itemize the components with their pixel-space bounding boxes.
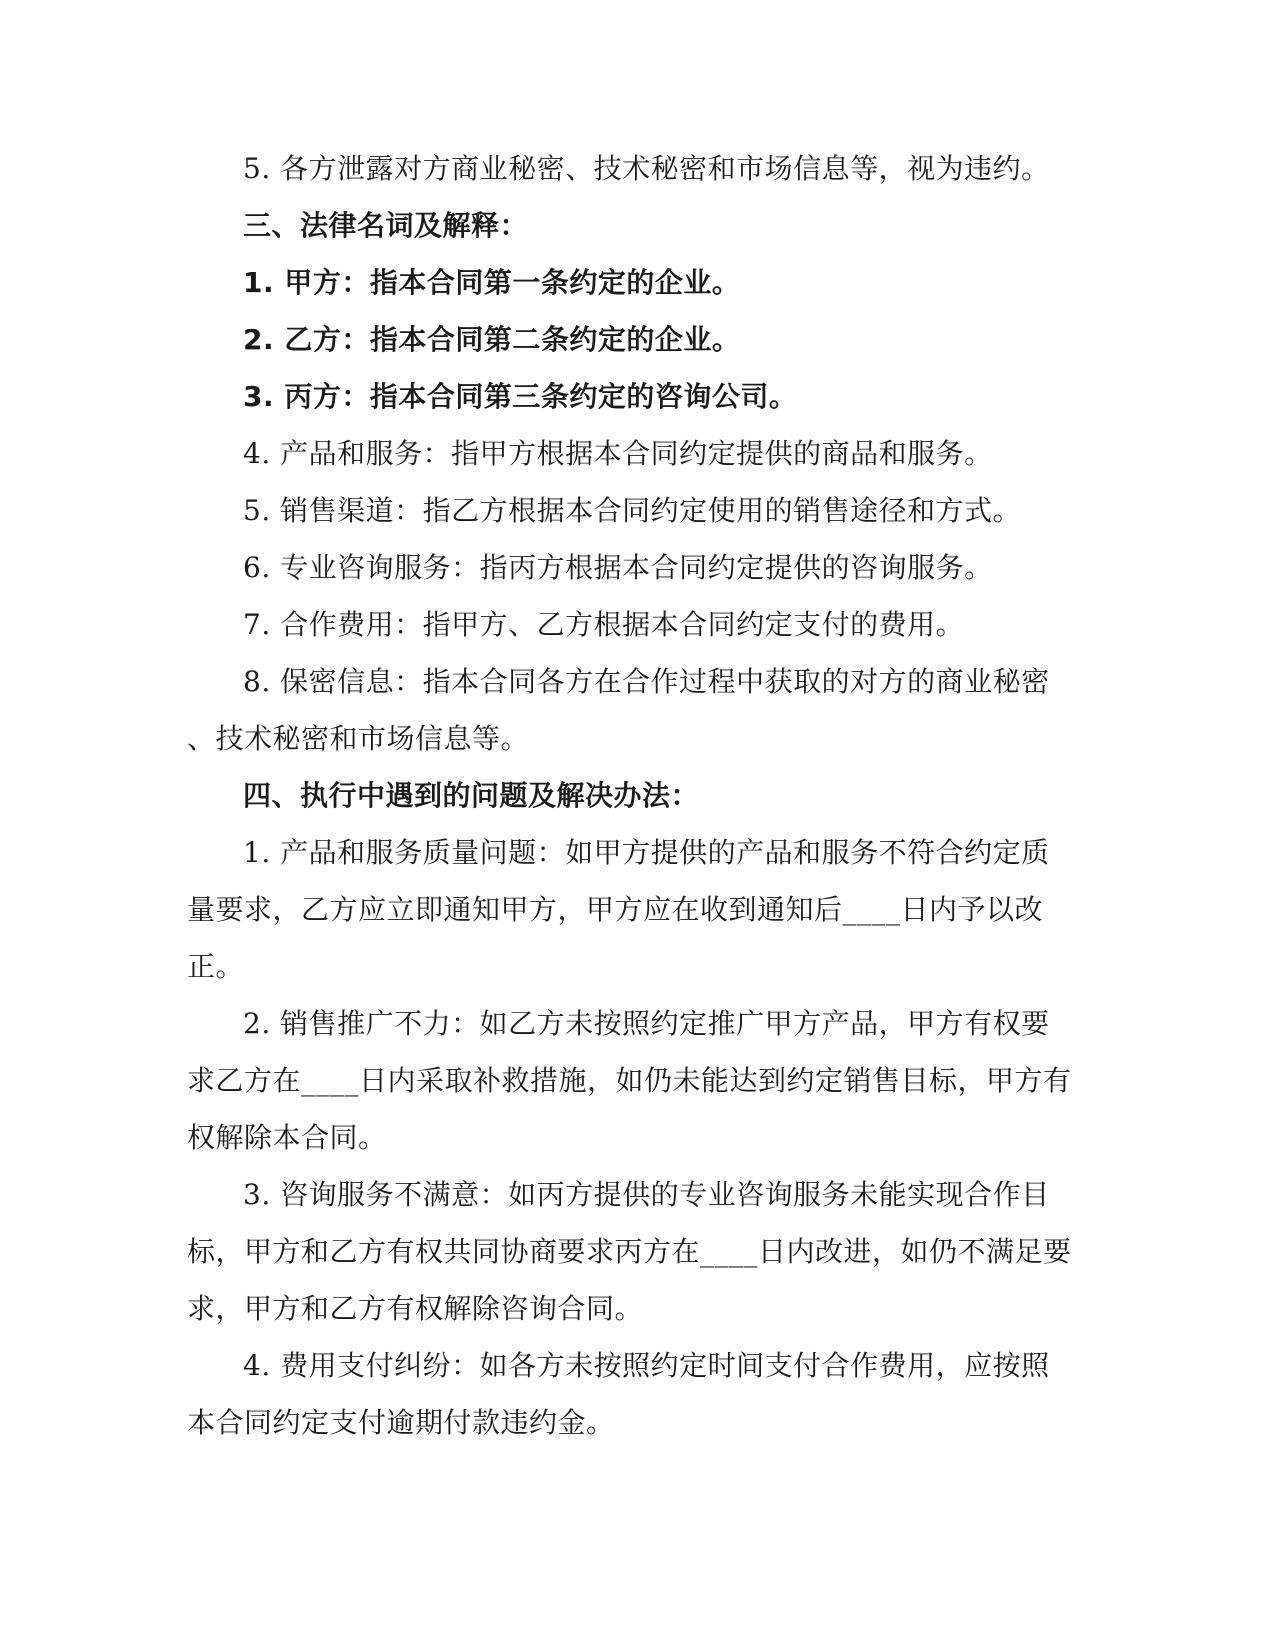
definition-party-a: 1. 甲方：指本合同第一条约定的企业。 [243,266,741,299]
definition-sales-channels: 5. 销售渠道：指乙方根据本合同约定使用的销售途径和方式。 [243,494,1022,527]
issue-1-quality: 1. 产品和服务质量问题：如甲方提供的产品和服务不符合约定质量要求，乙方应立即通知甲方，甲方应在收到通知后____日内予以改正。 [187,836,1050,983]
issue-3-consulting: 3. 咨询服务不满意：如丙方提供的专业咨询服务未能实现合作目标，甲方和乙方有权共同协商要求丙方在____日内改进，如仍不满足要求，甲方和乙方有权解除咨询合同。 [187,1178,1072,1325]
definition-confidential-info: 8. 保密信息：指本合同各方在合作过程中获取的对方的商业秘密 [243,665,1050,698]
definition-cooperation-fees: 7. 合作费用：指甲方、乙方根据本合同约定支付的费用。 [243,608,965,641]
section-3-heading: 三、法律名词及解释： [243,209,529,242]
definition-confidential-info-continued: 、技术秘密和市场信息等。 [187,722,530,755]
definition-party-c: 3. 丙方：指本合同第三条约定的咨询公司。 [243,380,798,413]
clause-5-confidentiality-breach: 5. 各方泄露对方商业秘密、技术秘密和市场信息等，视为违约。 [243,152,1050,185]
issue-2-promotion: 2. 销售推广不力：如乙方未按照约定推广甲方产品，甲方有权要求乙方在____日内采取补救措施，如仍未能达到约定销售目标，甲方有权解除本合同。 [187,1007,1072,1154]
document-page [187,140,1077,1451]
definition-party-b: 2. 乙方：指本合同第二条约定的企业。 [243,323,741,356]
definition-products-services: 4. 产品和服务：指甲方根据本合同约定提供的商品和服务。 [243,437,993,470]
section-4-heading: 四、执行中遇到的问题及解决办法： [243,779,700,812]
issue-4-payment: 4. 费用支付纠纷：如各方未按照约定时间支付合作费用，应按照本合同约定支付逾期付款违约金。 [187,1349,1050,1439]
definition-consulting-services: 6. 专业咨询服务：指丙方根据本合同约定提供的咨询服务。 [243,551,993,584]
